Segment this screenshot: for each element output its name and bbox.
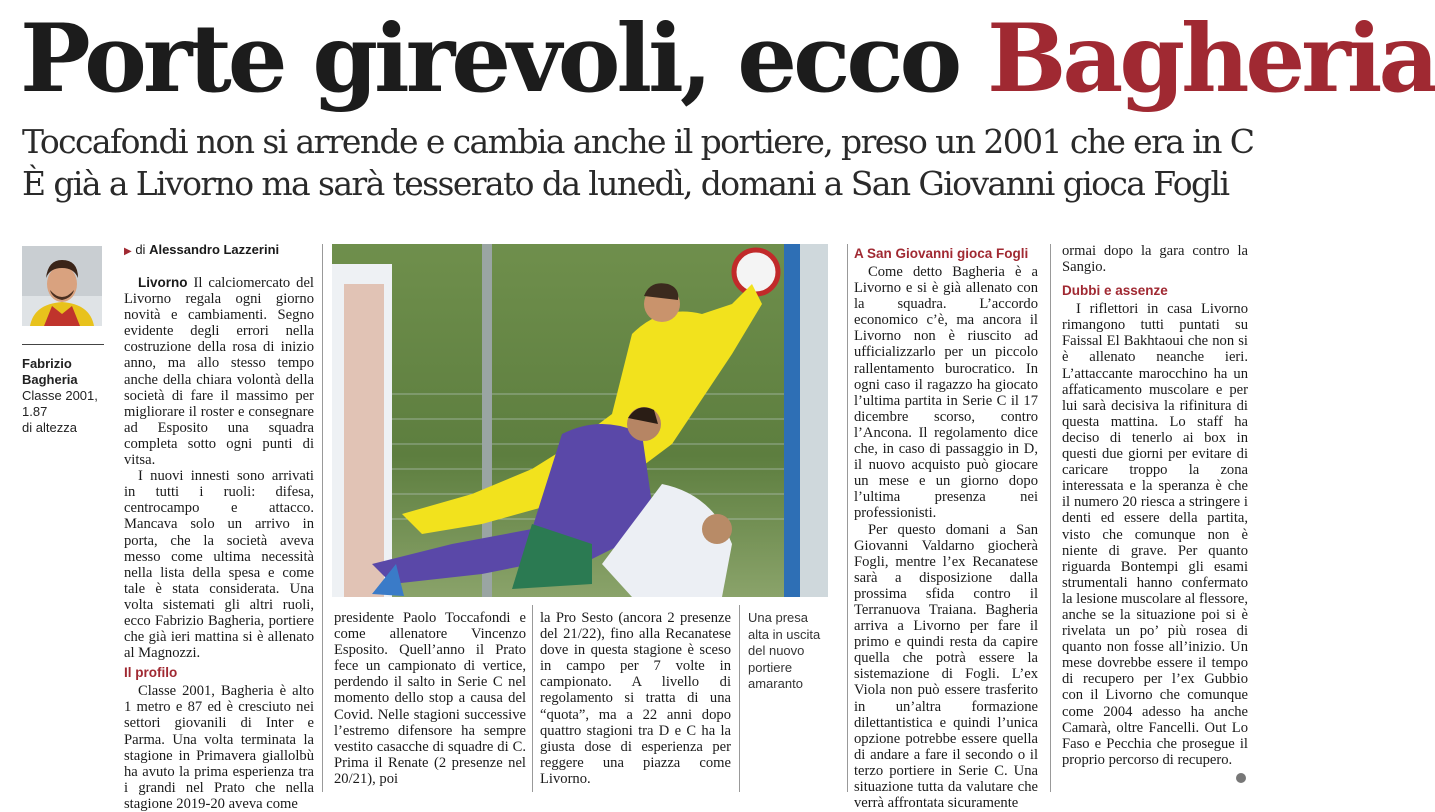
col4-paragraph-2: Per questo domani a San Giovanni Valdarno giocherà Fogli, mentre l’ex Recanatese sarà a disposizione dalla prossima sfida contro il Terranuova Traiana. Bagheria arriva a Livorno per fare il primo e quindi resta da capire quella che potrà essere la sistemazione di Fogli. L’ex Viola non può essere trasferito in un’altra formazione dilettantistica e quindi l’unica opzione potrebbe essere quella di andare a fare il secondo o il terzo portiere in Serie C. Una situazione tutta da valutare che verrà affrontata sicuramente	[854, 521, 1038, 812]
player-name-last: Bagheria	[22, 372, 78, 387]
col4-paragraph-1: Come detto Bagheria è a Livorno e si è già allenato con la squadra. L’accordo economico c’è, ma ancora il Livorno non è riuscito ad ufficializzarlo per un piccolo rallentamento burocratico. In ogni caso il ragazzo ha giocato l’ultima partita in Serie C il 17 dicembre scorso, contro l’Ancona. Il regolamento dice che, in caso di passaggio in D, il nuovo acquisto può giocare un mese e un giorno dopo l’ultima presenza nei professionisti.	[854, 264, 1038, 522]
byline	[124, 242, 279, 257]
headline-accent: Bagheria	[986, 4, 1435, 114]
headline	[20, 0, 1435, 118]
player-detail-1: Classe 2001,	[22, 388, 98, 403]
column-rule	[322, 244, 323, 792]
dateline: Livorno	[138, 275, 188, 290]
column-rule	[1050, 244, 1051, 792]
deck-line-2: È già a Livorno ma sarà tesserato da lunedì, domani a San Giovanni gioca Fogli	[22, 164, 1229, 203]
author-box-divider	[22, 344, 104, 345]
headline-main: Porte girevoli, ecco	[20, 4, 987, 114]
col1-paragraph-3: Classe 2001, Bagheria è alto 1 metro e 87 ed è cresciuto nei settori giovanili di Inter e Parma. Una volta terminata la stagione in Primavera giallolbù ha avuto la prima esperienza tra i grandi nel Prato che nella stagione 2019-20 aveva come	[124, 683, 314, 812]
photo-caption: Una presa alta in uscita del nuovo portiere amaranto	[748, 610, 821, 691]
end-dot-icon	[1236, 773, 1246, 783]
player-name-first: Fabrizio	[22, 356, 72, 371]
article-column-2	[334, 610, 526, 787]
deck-line-1: Toccafondi non si arrende e cambia anche il portiere, preso un 2001 che era in C	[22, 122, 1254, 161]
article-photo	[332, 244, 828, 597]
player-info	[22, 356, 112, 436]
col1-paragraph-2: I nuovi innesti sono arrivati in tutti i ruoli: difesa, centrocampo e attacco. Mancava solo un arrivo in porta, che la società aveva messo come ultima necessità nella lista della spesa e come tale è stata considerata. Una volta sistemati gli altri ruoli, ecco Fabrizio Bagheria, portiere che già ieri mattina si è allenato al Magnozzi.	[124, 468, 314, 662]
goalkeeper-photo-illustration	[332, 244, 828, 597]
col5-paragraph-1: I riflettori in casa Livorno rimangono tutti puntati su Faissal El Bakhtaoui che non si è allenato neanche ieri. L’attaccante marocchino ha un affaticamento muscolare e per lui sarà decisiva la rifinitura di questa mattina. Lo staff ha deciso di tenerlo ai box in questi due giorni per evitare di caricare troppo la zona interessata e la speranza è che il numero 20 riesca a stringere i denti ed essere della partita, visto che comunque non è niente di grave. Per quanto riguarda Bontempi gli esami strumentali hanno confermato la lesione muscolare al flessore, anche se la situazione poi si è rivelata un po’ più rosea di quanto non fosse all’inizio. Un mese dovrebbe essere il tempo di recupero per l’ex Gubbio con il Livorno che comunque come 2004 adesso ha anche Camarà, oltre Fancelli. Out Lo Faso e Pecchia che prosegue il proprio percorso di recupero.	[1062, 301, 1248, 768]
column-rule	[739, 605, 740, 792]
subheading-profilo: Il profilo	[124, 665, 178, 681]
article-column-5	[1062, 243, 1248, 768]
col2-paragraph-1: presidente Paolo Toccafondi e come allenatore Vincenzo Esposito. Quell’anno il Prato fece un campionato di vertice, perdendo il salto in Serie C nel momento dello stop a causa del Covid. Nelle stagioni successive l’estremo difensore ha sempre vestito casacche di squadre di C. Prima il Renate (2 presenze nel 20/21), poi	[334, 610, 526, 787]
article-column-3	[540, 610, 731, 787]
column-rule	[847, 244, 848, 792]
triangle-icon: ▶	[124, 246, 132, 257]
byline-author: Alessandro Lazzerini	[149, 242, 280, 257]
col3-paragraph-1: la Pro Sesto (ancora 2 presenze del 21/22), fino alla Recanatese dove in questa stagione è sceso in campo per 7 volte in campionato. A livello di regolamento si tratta di una “quota”, ma a 22 anni dopo quattro stagioni tra D e C ha la giusta dose di esperienza per reggere una piazza come Livorno.	[540, 610, 731, 787]
article-column-4	[854, 242, 1038, 811]
article-column-1	[124, 275, 314, 812]
column-rule	[532, 605, 533, 792]
player-detail-2: 1.87	[22, 404, 48, 419]
subheading-san-giovanni: A San Giovanni gioca Fogli	[854, 246, 1029, 261]
player-detail-3: di altezza	[22, 420, 77, 435]
col1-paragraph-1: Livorno Il calciomercato del Livorno regala ogni giorno novità e cambiamenti. Segno evidente degli errori nella costruzione della rosa di inizio anno, ma allo stesso tempo anche della chiara volontà della società di fare il massimo per migliorare il roster e consegnare ad Esposito una squadra completa sotto ogni punti di vitsa.	[124, 275, 314, 469]
subheading-dubbi-assenze: Dubbi e assenze	[1062, 283, 1168, 299]
player-portrait	[22, 246, 102, 326]
player-portrait-drawing	[22, 246, 102, 326]
col5-paragraph-0: ormai dopo la gara contro la Sangio.	[1062, 243, 1248, 276]
byline-prefix: di	[135, 242, 146, 257]
